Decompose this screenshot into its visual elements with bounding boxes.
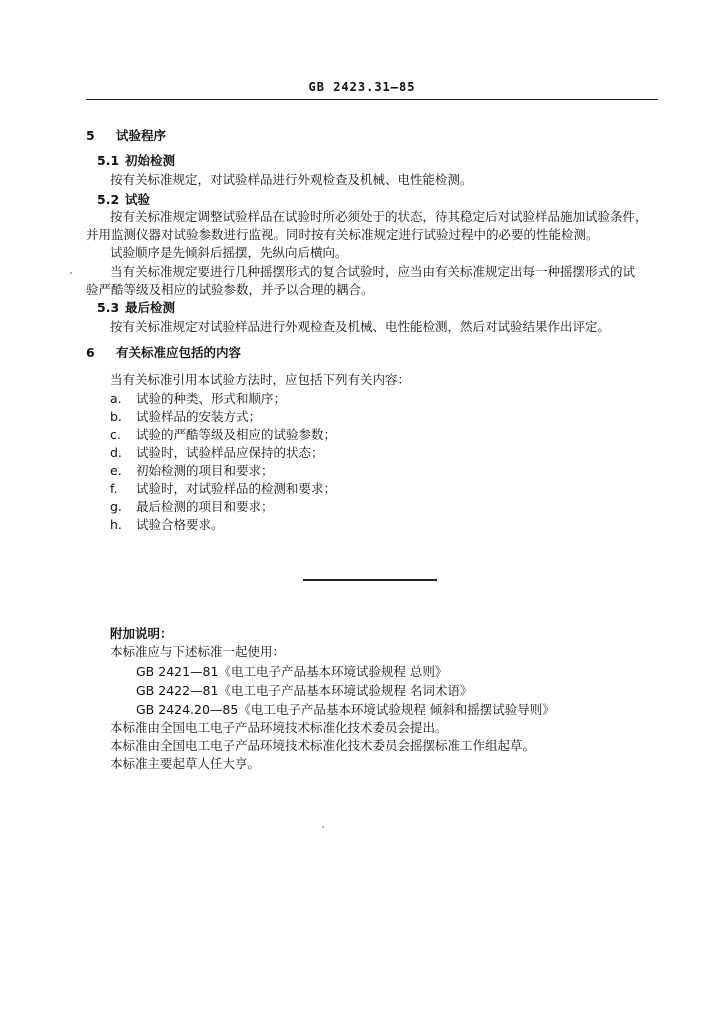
list-item [110,427,336,443]
section-5-1-title: 初始检测 [125,153,176,168]
list-item [110,463,274,479]
list-item-text: 试验时，试验样品应保持的状态； [136,445,324,460]
standard-code: GB 2423.31—85 [308,80,416,94]
appendix-title: 附加说明： [110,626,173,641]
section-5-1-number: 5.1 [97,153,120,168]
list-item-letter: d. [110,445,122,460]
section-5-2-para2: 试验顺序是先倾斜后摇摆，先纵向后横向。 [110,245,348,260]
appendix-intro: 本标准应与下述标准一起使用： [110,644,286,659]
header-rule [86,99,658,100]
section-5-3-text: 按有关标准规定对试验样品进行外观检查及机械、电性能检测，然后对试验结果作出评定。 [110,319,611,334]
section-6-number: 6 [86,345,95,360]
list-item-letter: h. [110,517,122,532]
list-item [110,409,261,425]
appendix-drafted-by: 本标准由全国电工电子产品环境技术标准化技术委员会摇摆标准工作组起草。 [110,738,536,753]
section-5-title: 试验程序 [116,128,167,143]
list-item-text: 最后检测的项目和要求； [136,499,274,514]
list-item-text: 试验的严酷等级及相应的试验参数； [136,427,337,442]
section-5-2-para1-line1: 按有关标准规定调整试验样品在试验时所必须处于的状态，待其稳定后对试验样品施加试验条件， [110,209,648,224]
section-5-number: 5 [86,128,95,143]
list-item [110,391,286,407]
section-5-2-para3-line2: 验严酷等级及相应的试验参数，并予以合理的耦合。 [86,282,374,297]
section-5-2-title: 试验 [125,192,151,207]
section-5-heading [86,128,166,144]
appendix-proposed-by: 本标准由全国电工电子产品环境技术标准化技术委员会提出。 [110,720,448,735]
list-item-text: 试验合格要求。 [136,517,224,532]
section-5-2-number: 5.2 [97,192,120,207]
scan-speck [70,272,72,274]
end-of-text-rule [303,579,437,581]
list-item-letter: e. [110,463,122,478]
scan-speck [322,826,324,828]
section-5-2-para3-line1: 当有关标准规定要进行几种摇摆形式的复合试验时，应当由有关标准规定出每一种摇摆形式的试 [110,264,636,279]
reference-item: GB 2424.20—85《电工电子产品基本环境试验规程 倾斜和摇摆试验导则》 [136,702,555,717]
section-5-3-heading [97,300,175,316]
list-item-text: 初始检测的项目和要求； [136,463,274,478]
section-6-title: 有关标准应包括的内容 [116,345,242,360]
section-5-2-heading [97,192,150,208]
section-5-3-title: 最后检测 [125,300,176,315]
section-5-1-text: 按有关标准规定，对试验样品进行外观检查及机械、电性能检测。 [110,172,473,187]
section-6-heading [86,345,241,361]
list-item [110,445,324,461]
list-item [110,517,224,533]
list-item-text: 试验的种类、形式和顺序； [136,391,287,406]
list-item-letter: c. [110,427,121,442]
list-item [110,481,336,497]
section-5-1-heading [97,153,175,169]
reference-item: GB 2422—81《电工电子产品基本环境试验规程 名词术语》 [136,683,473,698]
list-item [110,499,274,515]
list-item-letter: b. [110,409,122,424]
list-item-letter: f. [110,481,118,496]
list-item-letter: g. [110,499,122,514]
list-item-letter: a. [110,391,122,406]
section-6-intro: 当有关标准引用本试验方法时，应包括下列有关内容： [110,372,411,387]
reference-item: GB 2421—81《电工电子产品基本环境试验规程 总则》 [136,664,448,679]
list-item-text: 试验样品的安装方式； [136,409,262,424]
appendix-drafter: 本标准主要起草人任大亨。 [110,756,261,771]
list-item-text: 试验时，对试验样品的检测和要求； [136,481,337,496]
section-5-2-para1-line2: 并用监测仪器对试验参数进行监视。同时按有关标准规定进行试验过程中的必要的性能检测。 [86,227,599,242]
section-5-3-number: 5.3 [97,300,120,315]
